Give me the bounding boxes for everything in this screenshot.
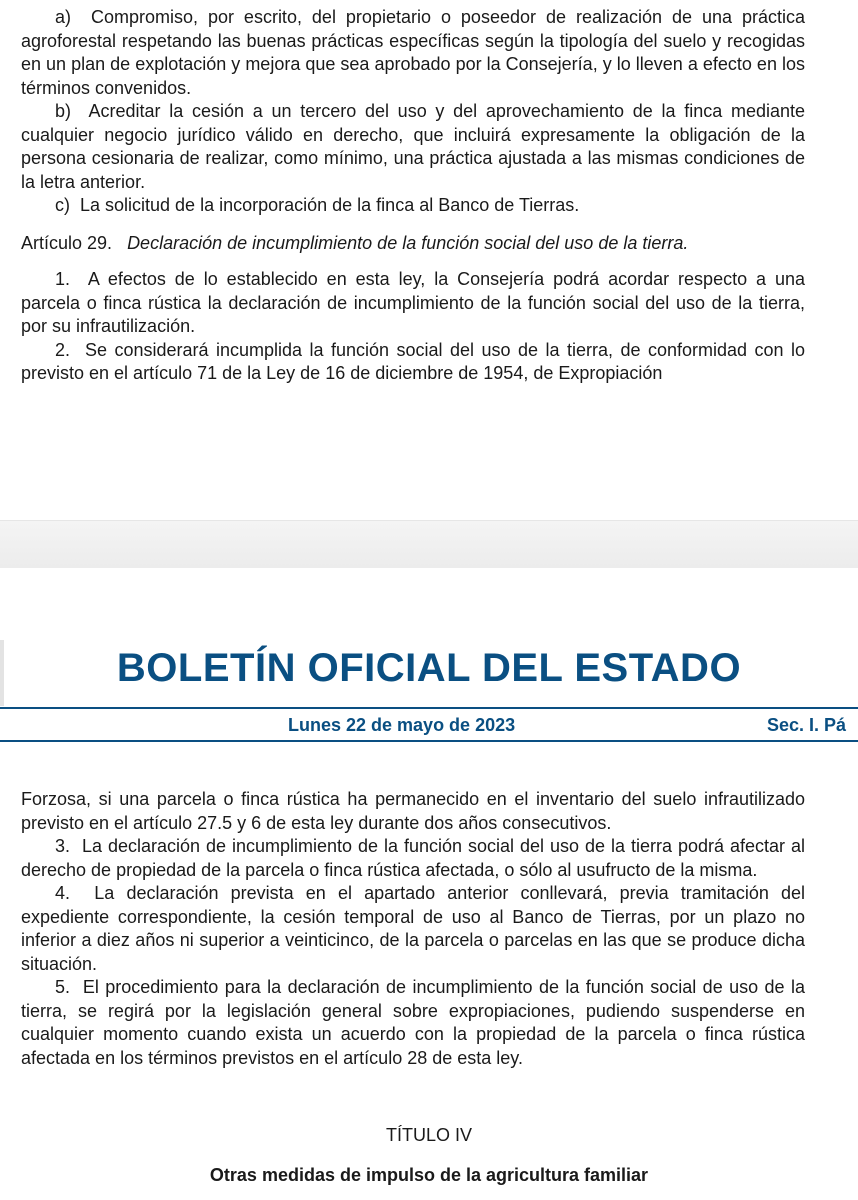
page-top-text	[21, 6, 805, 386]
document-page-top	[0, 0, 858, 520]
article-paragraph-4: 4. La declaración prevista en el apartado anterior conllevará, previa tramitación del expediente correspondiente, la cesión temporal de uso al Banco de Tierras, por un plazo no inferior a diez años ni superior a veinticinco, de la parcela o parcelas en las que se produce dicha situación.	[21, 883, 805, 974]
article-paragraph-3: 3. La declaración de incumplimiento de la función social del uso de la tierra podrá afectar al derecho de propiedad de la parcela o finca rústica afectada, o sólo al usufructo de la misma.	[21, 836, 805, 880]
titulo-heading: TÍTULO IV	[385, 1125, 472, 1145]
article-name: Declaración de incumplimiento de la función social del uso de la tierra.	[127, 232, 689, 253]
header-rule-top	[0, 707, 858, 709]
continuation-paragraph: Forzosa, si una parcela o finca rústica ha permanecido en el inventario del suelo infrautilizado previsto en el artículo 27.5 y 6 de esta ley durante dos años consecutivos.	[21, 789, 805, 833]
article-heading	[21, 232, 805, 256]
paragraph-a: a) Compromiso, por escrito, del propietario o poseedor de realización de una práctica agroforestal respetando las buenas prácticas específicas según la tipología del suelo y recogidas en un plan de explotación y mejora que sea aprobado por la Consejería, y lo lleven a efecto en los términos convenidos.	[21, 7, 805, 98]
article-paragraph-1: 1. A efectos de lo establecido en esta ley, la Consejería podrá acordar respecto a una parcela o finca rústica la declaración de incumplimiento de la función social del uso de la tierra, por su infrautilización.	[21, 269, 805, 336]
header-section: Sec. I. Pá	[767, 715, 847, 735]
titulo-subheading: Otras medidas de impulso de la agricultura familiar	[209, 1165, 649, 1185]
header-rule-bottom	[0, 740, 858, 742]
header-date: Lunes 22 de mayo de 2023	[288, 715, 516, 735]
article-paragraph-5: 5. El procedimiento para la declaración de incumplimiento de la función social de uso de la tierra, se regirá por la legislación general sobre expropiaciones, pudiendo suspenderse en cualquier momento cuando exista un acuerdo con la propiedad de la parcela o finca rústica afectada en los términos previstos en el artículo 28 de esta ley.	[21, 977, 805, 1068]
article-number: Artículo 29.	[21, 232, 113, 253]
page-bottom-text	[21, 788, 805, 1070]
document-page-bottom	[0, 568, 858, 1200]
article-paragraph-2: 2. Se considerará incumplida la función social del uso de la tierra, de conformidad con lo previsto en el artículo 71 de la Ley de 16 de diciembre de 1954, de Expropiación	[21, 339, 805, 383]
paragraph-b: b) Acreditar la cesión a un tercero del uso y del aprovechamiento de la finca mediante cualquier negocio jurídico válido en derecho, que incluirá expresamente la obligación de la persona cesionaria de realizar, como mínimo, una práctica ajustada a las mismas condiciones de la letra anterior.	[21, 101, 805, 192]
boe-header-title: BOLETÍN OFICIAL DEL ESTADO	[116, 646, 742, 690]
page-separator	[0, 520, 858, 568]
paragraph-c: c) La solicitud de la incorporación de la finca al Banco de Tierras.	[55, 195, 580, 215]
